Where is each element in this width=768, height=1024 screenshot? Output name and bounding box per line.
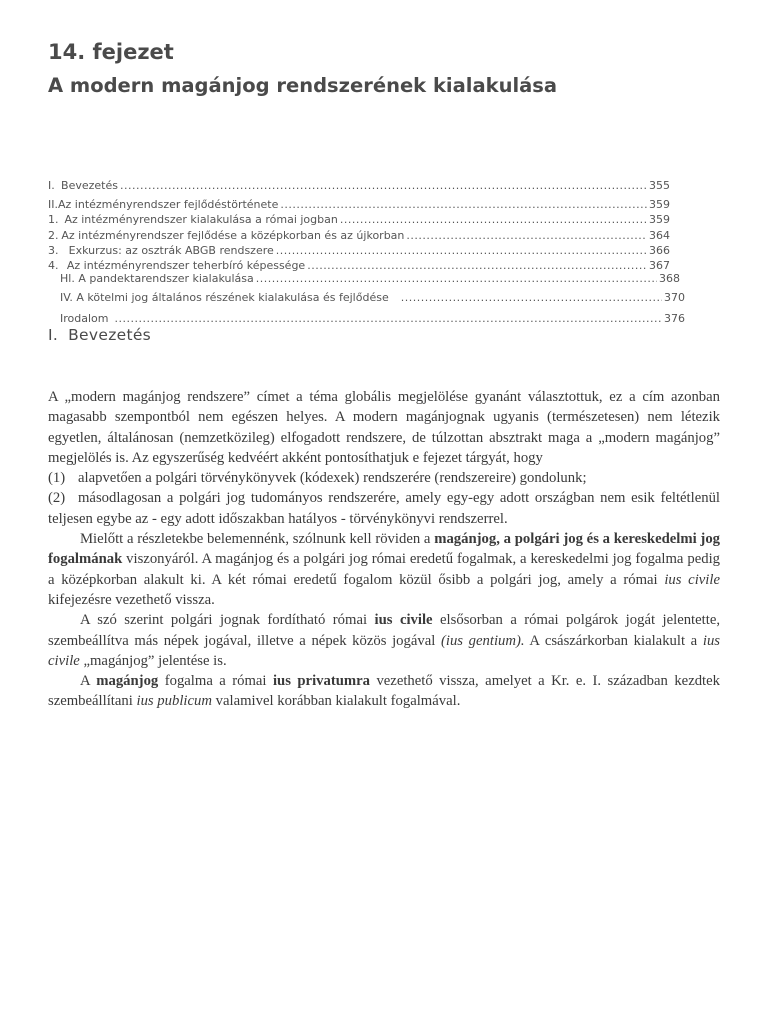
paragraph (48, 529, 720, 610)
paragraph (48, 610, 720, 671)
list-item (48, 468, 720, 488)
list-item-text: másodlagosan a polgári jog tudományos rendszerére, amely egy-egy adott országban nem esik feltétlenül teljesen egybe az - egy adott időszakban hatályos - törvénykönyvi rendszerrel. (48, 490, 720, 527)
toc-entry-number: 3. (48, 244, 59, 257)
toc-entry-page: 376 (664, 312, 685, 325)
toc-entry-number: II. (48, 198, 58, 211)
section-heading (48, 326, 151, 344)
chapter-number: 14. fejezet (48, 40, 174, 64)
italic-term: (ius gentium). (440, 632, 525, 649)
list-item (48, 488, 720, 529)
toc-entry-number: 4. (48, 259, 59, 272)
bold-term: ius privatumra (272, 673, 370, 690)
list-item-number: (2) (48, 490, 66, 507)
toc-entry[interactable] (48, 259, 670, 272)
text-run: valamivel korábban kialakult fogalmával. (211, 693, 461, 710)
toc-entry-page: 359 (649, 198, 670, 211)
bold-term: ius civile (374, 612, 433, 629)
text-run: fogalma a római (158, 673, 273, 690)
toc-leader-dots (256, 272, 657, 285)
toc-entry-number: 2. (48, 229, 59, 242)
toc-entry-number: 1. (48, 213, 59, 226)
italic-term: ius publicum (136, 693, 212, 710)
text-run: A császárkorban kialakult a (524, 632, 703, 649)
toc-entry-label: Az intézményrendszer fejlődéstörténete (58, 198, 279, 211)
toc-entry-page: 355 (649, 179, 670, 192)
toc-entry-label: Exkurzus: az osztrák ABGB rendszere (68, 244, 274, 257)
text-run: A szó szerint polgári jognak fordítható római (80, 612, 375, 629)
list-item-number: (1) (48, 470, 66, 487)
toc-entry[interactable] (60, 312, 685, 325)
toc-leader-dots (406, 229, 647, 242)
toc-entry[interactable] (48, 198, 670, 211)
bold-term: magánjog, a polgári jog és a kereskedelmi jog fogalmának (48, 531, 721, 568)
toc-entry[interactable] (48, 213, 670, 226)
toc-entry-number: I. (48, 179, 55, 192)
toc-entry-page: 367 (649, 259, 670, 272)
toc-entry-page: 359 (649, 213, 670, 226)
toc-entry-label: Az intézményrendszer teherbíró képessége (66, 259, 306, 272)
paragraph: A „modern magánjog rendszere” címet a téma globális megjelölése gyanánt választottuk, ez a cím azonban magasabb szempontból nem egészen helyes. A modern magánjognak ugyanis (természetesen) nem létezik egyetlen, általánosan (nemzetközileg) elfogadott rendszere, de túlzottan absztrakt maga a „modern magánjog” megjelölés is. Az egyszerűség kedvéért akként pontosíthatjuk e fejezet tárgyát, hogy (48, 389, 720, 466)
text-run: „magánjog” jelentése is. (79, 652, 227, 669)
toc-leader-dots (276, 244, 647, 257)
toc-entry-page: 368 (659, 272, 680, 285)
text-run: vezethető vissza, amelyet a Kr. e. I. században kezdtek szembeállítani (48, 673, 721, 710)
toc-entry[interactable] (60, 272, 680, 285)
toc-entry-page: 370 (664, 291, 685, 304)
section-number: I. (48, 326, 59, 344)
text-run: viszonyáról. A magánjog és a polgári jog római eredetű fogalmak, a kereskedelmi jog fogalma pedig a középkorban alakult ki. A két római eredetű fogalom közül ősibb a polgári jog, amely a római (48, 551, 720, 588)
toc-entry-label: Hl. A pandektarendszer kialakulása (60, 272, 254, 285)
text-run: A (80, 673, 97, 690)
toc-leader-dots (120, 179, 647, 192)
text-run: kifejezésre vezethető vissza. (48, 591, 215, 608)
toc-entry[interactable] (48, 179, 670, 192)
text-run: elsősorban a római polgárok jogát jelentette, szembeállítva más népek jogával, illetve a népek közös jogával (48, 612, 721, 649)
toc-entry-label: Irodalom (60, 312, 109, 325)
italic-term: ius civile (48, 632, 720, 669)
toc-leader-dots (307, 259, 647, 272)
toc-entry-label: Bevezetés (61, 179, 118, 192)
chapter-title: A modern magánjog rendszerének kialakulása (48, 74, 558, 97)
toc-leader-dots (280, 198, 647, 211)
text-run: Mielőtt a részletekbe belemennénk, szólnunk kell röviden a (80, 531, 435, 548)
body-text (48, 387, 720, 712)
toc-entry[interactable] (48, 229, 670, 242)
toc-entry[interactable] (60, 291, 685, 304)
toc-entry-label: IV. A kötelmi jog általános részének kialakulása és fejlődése (60, 291, 389, 304)
toc-entry-label: Az intézményrendszer fejlődése a középkorban és az újkorban (61, 229, 405, 242)
list-item-text: alapvetően a polgári törvénykönyvek (kódexek) rendszerére (rendszereire) gondolunk; (78, 470, 587, 487)
section-title: Bevezetés (68, 326, 152, 344)
toc-leader-dots (401, 291, 662, 304)
paragraph (48, 671, 720, 712)
toc-leader-dots (340, 213, 647, 226)
toc-entry-page: 366 (649, 244, 670, 257)
bold-term: magánjog (96, 673, 159, 690)
toc-entry-page: 364 (649, 229, 670, 242)
toc-entry[interactable] (48, 244, 670, 257)
toc-entry-label: Az intézményrendszer kialakulása a római jogban (64, 213, 338, 226)
italic-term: ius civile (664, 571, 720, 588)
toc-leader-dots (114, 312, 662, 325)
